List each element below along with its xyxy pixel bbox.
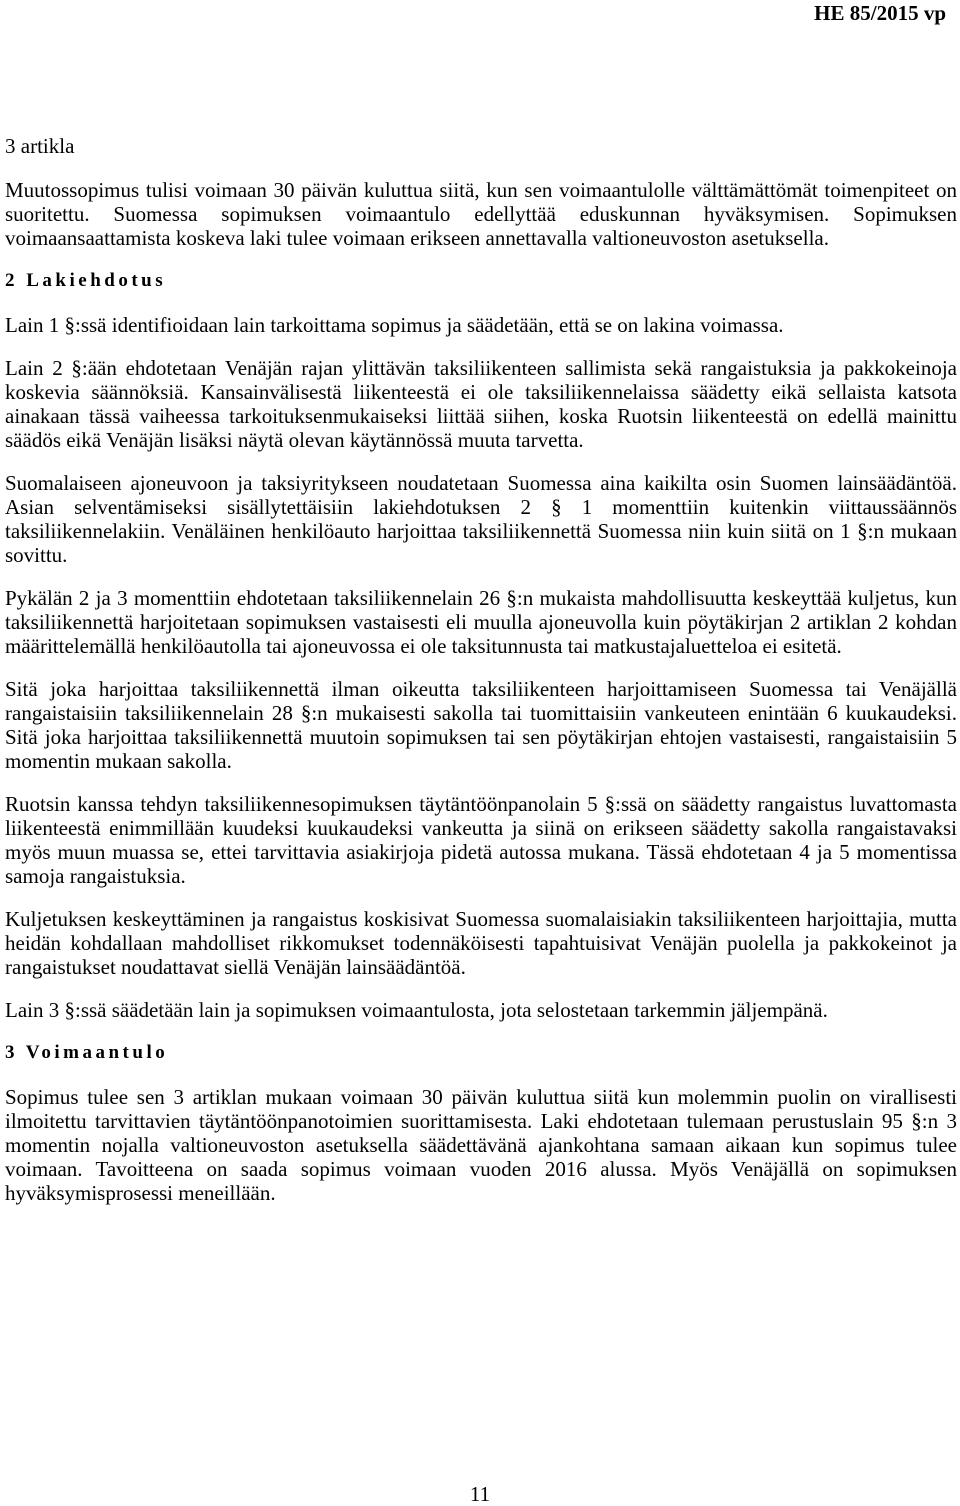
paragraph-sopimus: Sopimus tulee sen 3 artiklan mukaan voimaan 30 päivän kuluttua siitä kun molemmin puolin on virallisesti ilmoitettu tarvittavien täytäntöönpanotoimien suorittamisesta. Laki ehdotetaan tulemaan perustuslain 95 §:n 3 momentin nojalla valtioneuvoston asetuksella säädettävänä ajankohtana samaan aikaan kun sopimus tulee voimaan. Tavoitteena on saada sopimus voimaan vuoden 2016 alussa. Myös Venäjällä on sopimuksen hyväksymisprosessi meneillään. — [5, 1085, 957, 1205]
document-id-header: HE 85/2015 vp — [814, 1, 946, 25]
paragraph-lain-2: Lain 2 §:ään ehdotetaan Venäjän rajan ylittävän taksiliikenteen sallimista sekä rangaistuksia ja pakkokeinoja koskevia säännöksiä. Kansainvälisestä liikenteestä ei ole taksiliikennelaissa säädetty eikä sellaista katsota ainakaan tässä vaiheessa tarkoituksenmukaiseksi liittää siihen, koska Ruotsin liikenteestä on edellä mainittu säädös eikä Venäjän lisäksi näytä olevan käytännössä muuta tarvetta. — [5, 356, 957, 452]
section-heading-lakiehdotus: 2 Lakiehdotus — [5, 270, 167, 291]
paragraph-lain-1: Lain 1 §:ssä identifioidaan lain tarkoittama sopimus ja säädetään, että se on lakina voimassa. — [5, 313, 784, 337]
paragraph-ruotsin: Ruotsin kanssa tehdyn taksiliikennesopimuksen täytäntöönpanolain 5 §:ssä on säädetty rangaistus luvattomasta liikenteestä enimmillään kuudeksi kuukaudeksi vankeutta ja siinä on erikseen säädetty sakolla rangaistavaksi myös muun muassa se, ettei tarvittavia asiakirjoja pidetä autossa mukana. Tässä ehdotetaan 4 ja 5 momentissa samoja rangaistuksia. — [5, 792, 957, 888]
page-number: 11 — [469, 1482, 491, 1506]
paragraph-lain-3: Lain 3 §:ssä säädetään lain ja sopimuksen voimaantulosta, jota selostetaan tarkemmin jäljempänä. — [5, 998, 828, 1022]
document-body — [5, 134, 957, 1224]
paragraph-pykalan: Pykälän 2 ja 3 momenttiin ehdotetaan taksiliikennelain 26 §:n mukaista mahdollisuutta keskeyttää kuljetus, kun taksiliikennettä harjoitetaan sopimuksen vastaisesti eli muulla ajoneuvolla kuin pöytäkirjan 2 artiklan 2 kohdan määrittelemällä henkilöautolla tai ajoneuvossa ei ole taksitunnusta tai matkustajaluetteloa ei esitetä. — [5, 586, 957, 658]
article-3-paragraph: Muutossopimus tulisi voimaan 30 päivän kuluttua siitä, kun sen voimaantulolle välttämättömät toimenpiteet on suoritettu. Suomessa sopimuksen voimaantulo edellyttää eduskunnan hyväksymisen. Sopimuksen voimaansaattamista koskeva laki tulee voimaan erikseen annettavalla valtioneuvoston asetuksella. — [5, 178, 957, 250]
section-heading-voimaantulo: 3 Voimaantulo — [5, 1042, 169, 1063]
paragraph-kuljetuksen: Kuljetuksen keskeyttäminen ja rangaistus koskisivat Suomessa suomalaisiakin taksiliikenteen harjoittajia, mutta heidän kohdallaan mahdolliset rikkomukset todennäköisesti tapahtuisivat Venäjän puolella ja pakkokeinot ja rangaistukset noudattavat siellä Venäjän lainsäädäntöä. — [5, 907, 957, 979]
paragraph-suomalaiseen: Suomalaiseen ajoneuvoon ja taksiyritykseen noudatetaan Suomessa aina kaikilta osin Suomen lainsäädäntöä. Asian selventämiseksi sisällytettäisiin lakiehdotuksen 2 § 1 momenttiin kuitenkin viittaussäännös taksiliikennelakiin. Venäläinen henkilöauto harjoittaa taksiliikennettä Suomessa niin kuin siitä on 1 §:n mukaan sovittu. — [5, 471, 957, 567]
paragraph-sita-joka: Sitä joka harjoittaa taksiliikennettä ilman oikeutta taksiliikenteen harjoittamiseen Suomessa tai Venäjällä rangaistaisiin taksiliikennelain 28 §:n mukaisesti sakolla tai tuomittaisiin vankeuteen enintään 6 kuukaudeksi. Sitä joka harjoittaa taksiliikennettä muutoin sopimuksen tai sen pöytäkirjan ehtojen vastaisesti, rangaistaisiin 5 momentin mukaan sakolla. — [5, 677, 957, 773]
article-label: 3 artikla — [5, 134, 75, 158]
